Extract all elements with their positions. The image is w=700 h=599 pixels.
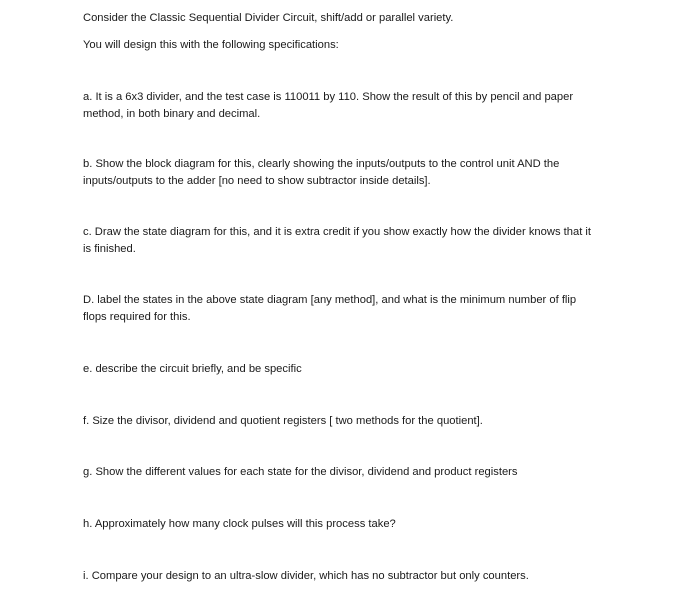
question-g: g. Show the different values for each state for the divisor, dividend and product registers [83,466,518,478]
question-e: e. describe the circuit briefly, and be specific [83,363,302,375]
question-d-line-1: D. label the states in the above state diagram [any method], and what is the minimum number of flip [83,294,577,306]
question-a-line-1: a. It is a 6x3 divider, and the test case is 110011 by 110. Show the result of this by pencil and paper [83,91,574,103]
question-h: h. Approximately how many clock pulses will this process take? [83,518,396,530]
question-b-line-1: b. Show the block diagram for this, clearly showing the inputs/outputs to the control unit AND the [83,158,560,170]
question-a-line-2: method, in both binary and decimal. [83,108,261,120]
intro-text: Consider the Classic Sequential Divider Circuit, shift/add or parallel variety. [83,12,454,24]
question-i: i. Compare your design to an ultra-slow divider, which has no subtractor but only counters. [83,570,529,582]
question-c-line-1: c. Draw the state diagram for this, and it is extra credit if you show exactly how the divider knows that it [83,226,592,238]
specifications-text: You will design this with the following specifications: [83,39,339,51]
question-d-line-2: flops required for this. [83,311,191,323]
question-f: f. Size the divisor, dividend and quotient registers [ two methods for the quotient]. [83,415,483,427]
question-c-line-2: is finished. [83,243,136,255]
question-b-line-2: inputs/outputs to the adder [no need to show subtractor inside details]. [83,175,431,187]
